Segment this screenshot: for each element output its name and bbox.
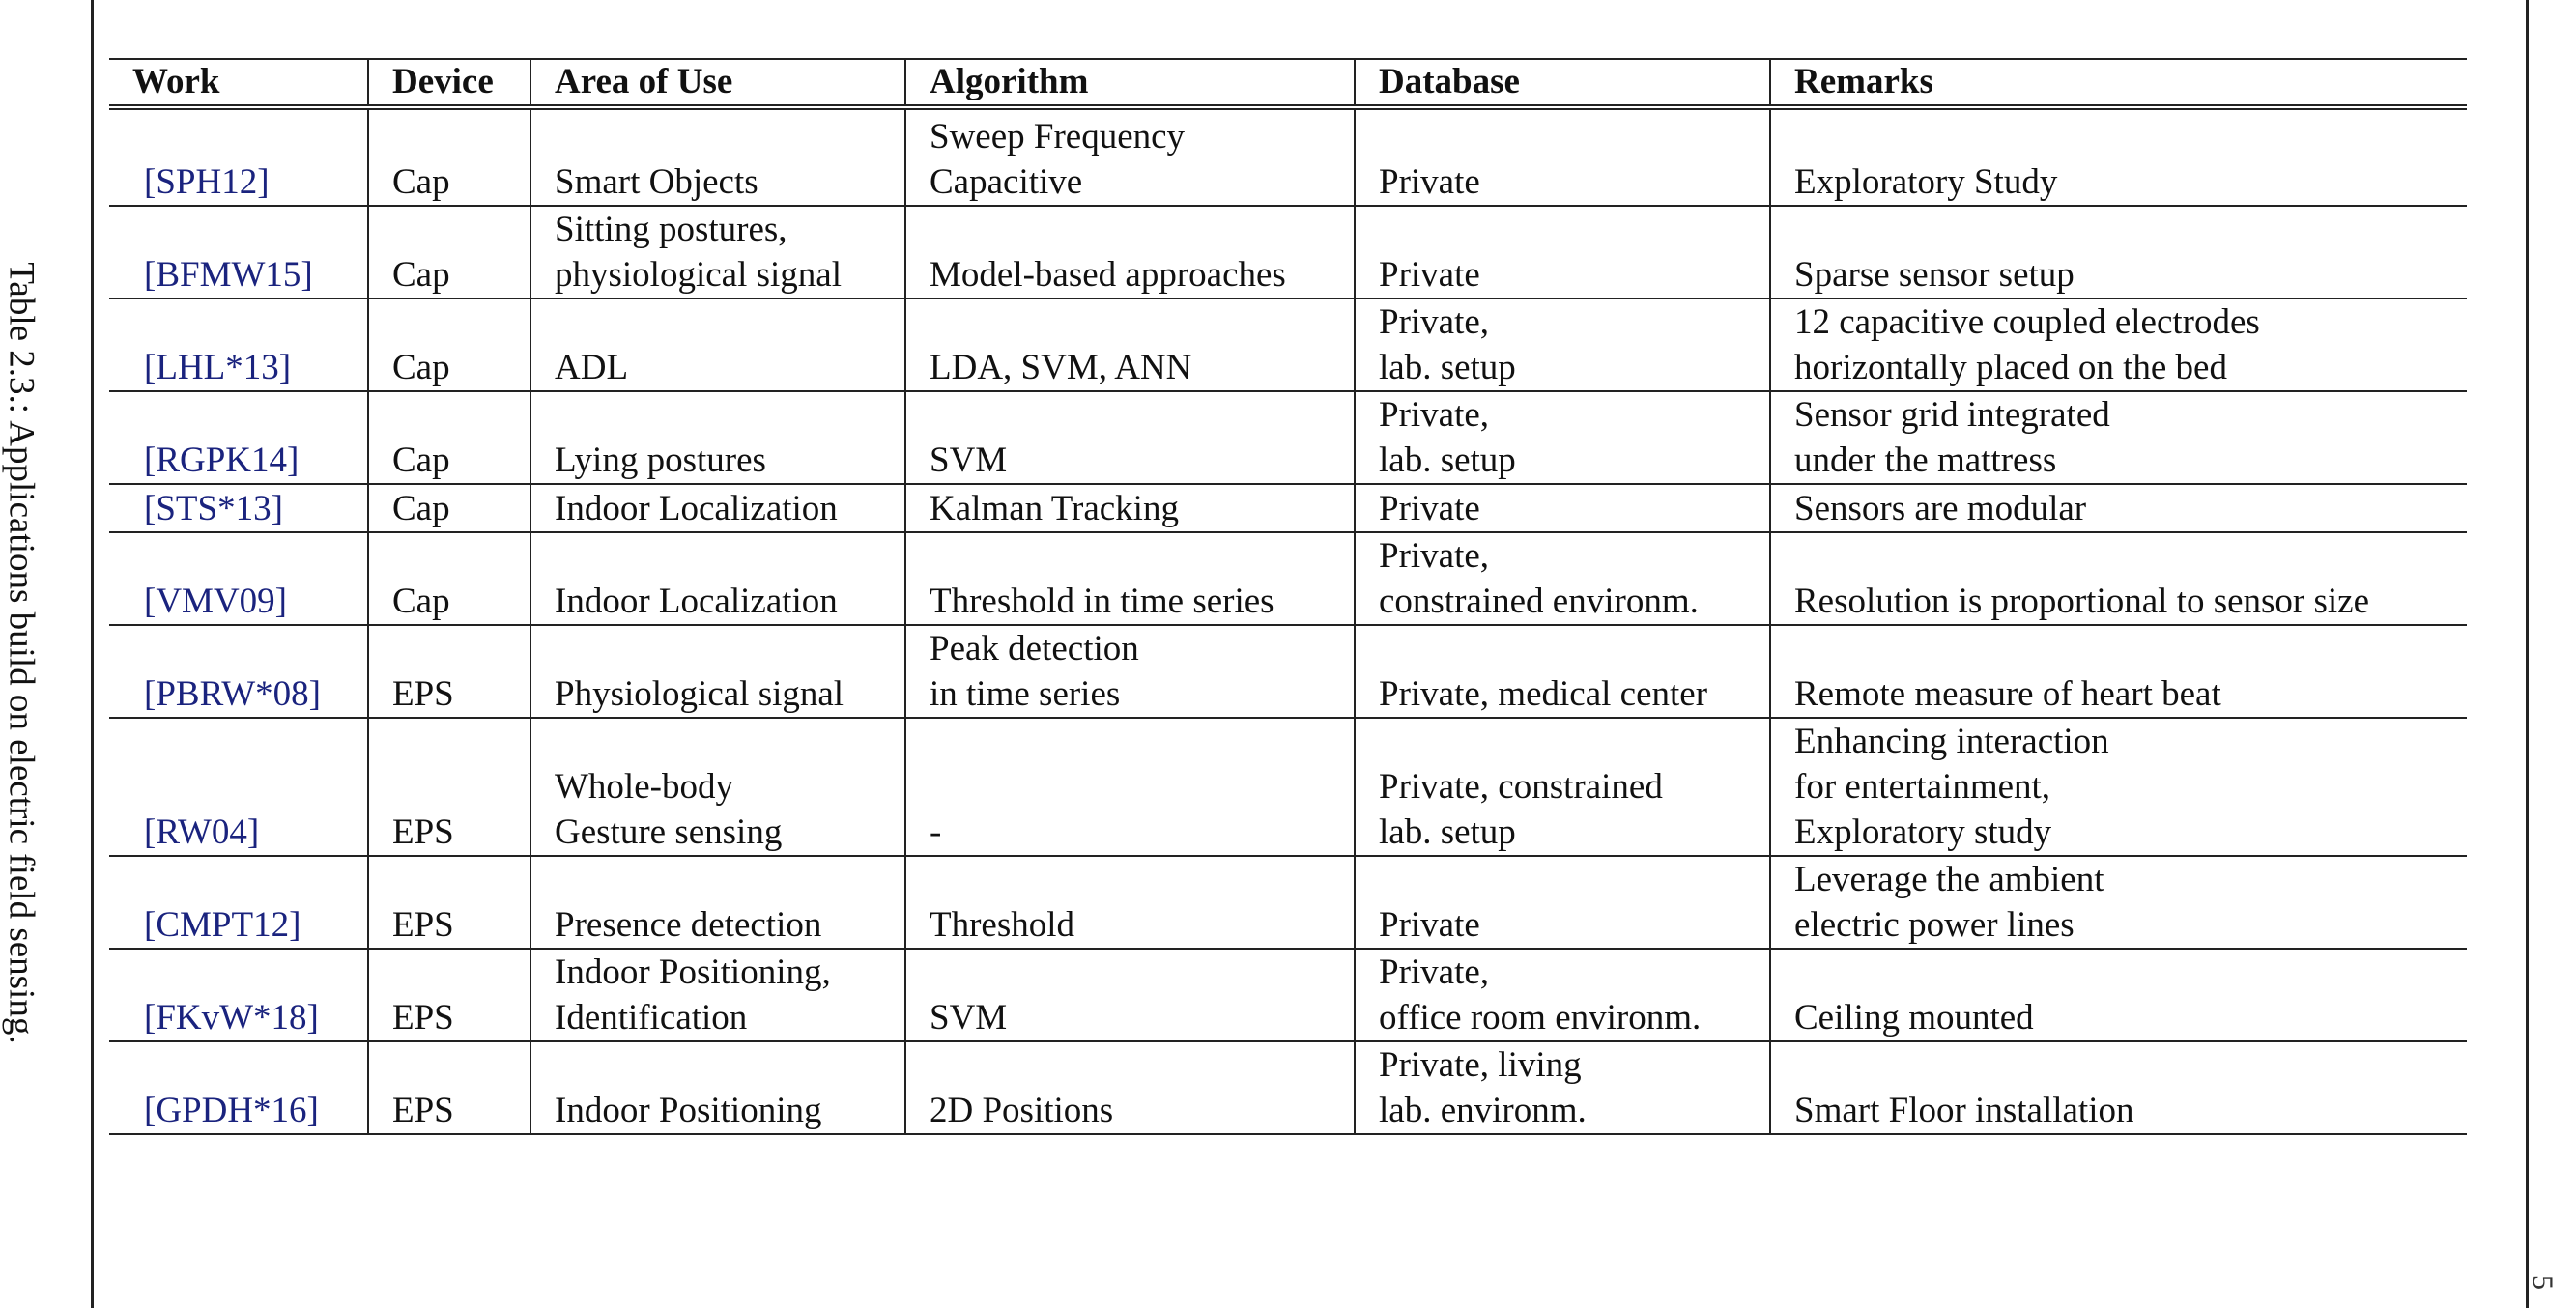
cell-line: Ceiling mounted: [1794, 998, 2034, 1038]
cell-line: lab. setup: [1379, 812, 1516, 852]
cell-remarks: [1770, 856, 2467, 949]
cell-database: [1355, 625, 1770, 718]
cell-database: [1355, 532, 1770, 625]
cell-remarks: [1770, 206, 2467, 299]
spacer-cell: [1355, 107, 1770, 114]
citation-link[interactable]: [CMPT12]: [144, 905, 301, 945]
cell-line: Private: [1379, 905, 1480, 945]
citation-link[interactable]: [LHL*13]: [144, 348, 292, 387]
table-row: [109, 718, 2467, 856]
table-row: [109, 625, 2467, 718]
cell-algorithm: [905, 625, 1355, 718]
cell-work: [109, 114, 368, 206]
cell-line: physiological signal: [555, 255, 842, 295]
table-header: [109, 59, 2467, 107]
table-body: [109, 107, 2467, 1134]
citation-link[interactable]: [RW04]: [144, 812, 260, 852]
cell-line: constrained environm.: [1379, 582, 1699, 621]
cell-line: Private: [1379, 255, 1480, 295]
cell-line: ADL: [555, 348, 629, 387]
cell-algorithm: [905, 532, 1355, 625]
cell-database: [1355, 718, 1770, 856]
cell-line: lab. environm.: [1379, 1091, 1587, 1130]
cell-device: Cap: [368, 206, 530, 299]
header-remarks: Remarks: [1770, 59, 2467, 107]
cell-area: [530, 484, 905, 532]
cell-line: Remote measure of heart beat: [1794, 674, 2221, 714]
cell-database: [1355, 484, 1770, 532]
cell-line: lab. setup: [1379, 441, 1516, 480]
cell-line: for entertainment,: [1794, 767, 2051, 807]
cell-area: [530, 718, 905, 856]
cell-line: Sitting postures,: [555, 210, 787, 249]
cell-line: Whole-body: [555, 767, 733, 807]
cell-line: Exploratory study: [1794, 812, 2052, 852]
cell-remarks: [1770, 484, 2467, 532]
cell-database: [1355, 114, 1770, 206]
cell-area: [530, 1041, 905, 1134]
cell-line: Physiological signal: [555, 674, 844, 714]
citation-link[interactable]: [GPDH*16]: [144, 1091, 319, 1130]
header-device: Device: [368, 59, 530, 107]
cell-algorithm: [905, 206, 1355, 299]
cell-line: Identification: [555, 998, 748, 1038]
cell-line: under the mattress: [1794, 441, 2057, 480]
cell-line: Threshold: [930, 905, 1075, 945]
cell-device: EPS: [368, 856, 530, 949]
cell-device: Cap: [368, 484, 530, 532]
cell-device: EPS: [368, 625, 530, 718]
cell-area: [530, 206, 905, 299]
cell-work: [109, 949, 368, 1041]
cell-remarks: [1770, 391, 2467, 484]
cell-algorithm: [905, 949, 1355, 1041]
cell-work: [109, 299, 368, 391]
citation-link[interactable]: [BFMW15]: [144, 255, 313, 295]
cell-line: Enhancing interaction: [1794, 722, 2109, 761]
cell-device: EPS: [368, 949, 530, 1041]
cell-device: Cap: [368, 532, 530, 625]
page-number: 5: [2527, 1275, 2559, 1290]
cell-work: [109, 1041, 368, 1134]
cell-line: SVM: [930, 441, 1008, 480]
table-row: [109, 206, 2467, 299]
header-algorithm: Algorithm: [905, 59, 1355, 107]
spacer-cell: [109, 107, 368, 114]
cell-line: Private, constrained: [1379, 767, 1663, 807]
spacer-cell: [368, 107, 530, 114]
table-row: [109, 391, 2467, 484]
table-container: [109, 58, 2467, 1135]
cell-line: SVM: [930, 998, 1008, 1038]
cell-area: [530, 625, 905, 718]
cell-area: [530, 949, 905, 1041]
cell-remarks: [1770, 532, 2467, 625]
cell-line: Indoor Positioning,: [555, 953, 831, 992]
cell-algorithm: [905, 1041, 1355, 1134]
cell-area: [530, 299, 905, 391]
cell-line: Kalman Tracking: [930, 489, 1179, 528]
cell-area: [530, 391, 905, 484]
cell-line: Private,: [1379, 536, 1490, 576]
cell-line: Private,: [1379, 395, 1490, 435]
cell-line: Model-based approaches: [930, 255, 1286, 295]
table-caption: Table 2.3.: Applications build on electric field sensing.: [1, 262, 42, 1044]
cell-line: Leverage the ambient: [1794, 860, 2104, 899]
table-row: [109, 114, 2467, 206]
cell-database: [1355, 1041, 1770, 1134]
cell-line: Threshold in time series: [930, 582, 1274, 621]
cell-remarks: [1770, 625, 2467, 718]
cell-area: [530, 114, 905, 206]
cell-line: horizontally placed on the bed: [1794, 348, 2227, 387]
citation-link[interactable]: [RGPK14]: [144, 441, 300, 480]
cell-line: Presence detection: [555, 905, 822, 945]
cell-algorithm: [905, 484, 1355, 532]
cell-device: EPS: [368, 1041, 530, 1134]
cell-line: 12 capacitive coupled electrodes: [1794, 302, 2260, 342]
table-row: [109, 532, 2467, 625]
table-row: [109, 949, 2467, 1041]
cell-line: Indoor Positioning: [555, 1091, 822, 1130]
cell-work: [109, 625, 368, 718]
cell-device: EPS: [368, 718, 530, 856]
cell-line: lab. setup: [1379, 348, 1516, 387]
cell-line: Smart Floor installation: [1794, 1091, 2134, 1130]
citation-link[interactable]: [SPH12]: [144, 162, 270, 202]
cell-device: Cap: [368, 114, 530, 206]
cell-device: Cap: [368, 299, 530, 391]
cell-line: Private: [1379, 162, 1480, 202]
cell-line: Smart Objects: [555, 162, 758, 202]
cell-database: [1355, 949, 1770, 1041]
cell-device: Cap: [368, 391, 530, 484]
spacer-cell: [1770, 107, 2467, 114]
cell-line: Capacitive: [930, 162, 1083, 202]
spacer-cell: [905, 107, 1355, 114]
header-work: Work: [109, 59, 368, 107]
cell-remarks: [1770, 949, 2467, 1041]
cell-line: Indoor Localization: [555, 582, 838, 621]
cell-line: Indoor Localization: [555, 489, 838, 528]
cell-remarks: [1770, 718, 2467, 856]
cell-algorithm: [905, 299, 1355, 391]
cell-remarks: [1770, 1041, 2467, 1134]
cell-line: Sweep Frequency: [930, 117, 1186, 156]
table-row: [109, 484, 2467, 532]
cell-line: Private,: [1379, 953, 1490, 992]
cell-line: Peak detection: [930, 629, 1139, 668]
cell-line: Resolution is proportional to sensor size: [1794, 582, 2370, 621]
cell-database: [1355, 206, 1770, 299]
cell-line: LDA, SVM, ANN: [930, 348, 1192, 387]
citation-link[interactable]: [STS*13]: [144, 489, 283, 528]
cell-line: Sensors are modular: [1794, 489, 2087, 528]
cell-work: [109, 484, 368, 532]
cell-line: Exploratory Study: [1794, 162, 2058, 202]
cell-database: [1355, 391, 1770, 484]
table-row: [109, 856, 2467, 949]
cell-work: [109, 391, 368, 484]
cell-line: 2D Positions: [930, 1091, 1114, 1130]
header-row: [109, 59, 2467, 107]
cell-work: [109, 856, 368, 949]
header-database: Database: [1355, 59, 1770, 107]
cell-remarks: [1770, 299, 2467, 391]
cell-line: Private, living: [1379, 1045, 1582, 1085]
cell-area: [530, 856, 905, 949]
cell-algorithm: [905, 391, 1355, 484]
cell-line: Private,: [1379, 302, 1490, 342]
cell-line: in time series: [930, 674, 1121, 714]
cell-algorithm: [905, 114, 1355, 206]
cell-work: [109, 206, 368, 299]
cell-algorithm: [905, 718, 1355, 856]
cell-line: Private, medical center: [1379, 674, 1708, 714]
table-row: [109, 1041, 2467, 1134]
citation-link[interactable]: [FKvW*18]: [144, 998, 319, 1038]
cell-area: [530, 532, 905, 625]
cell-remarks: [1770, 114, 2467, 206]
header-area-of-use: Area of Use: [530, 59, 905, 107]
citation-link[interactable]: [PBRW*08]: [144, 674, 321, 714]
cell-line: Gesture sensing: [555, 812, 783, 852]
cell-line: Private: [1379, 489, 1480, 528]
cell-line: Sparse sensor setup: [1794, 255, 2075, 295]
cell-database: [1355, 299, 1770, 391]
cell-line: electric power lines: [1794, 905, 2075, 945]
cell-work: [109, 718, 368, 856]
cell-line: office room environm.: [1379, 998, 1702, 1038]
cell-work: [109, 532, 368, 625]
page-frame-left: [91, 0, 94, 1308]
cell-line: Lying postures: [555, 441, 766, 480]
applications-table: [109, 58, 2467, 1135]
cell-algorithm: [905, 856, 1355, 949]
cell-line: Sensor grid integrated: [1794, 395, 2110, 435]
cell-database: [1355, 856, 1770, 949]
table-row: [109, 299, 2467, 391]
header-spacer: [109, 107, 2467, 114]
cell-line: -: [930, 812, 942, 852]
page-frame-right: [2526, 0, 2529, 1308]
citation-link[interactable]: [VMV09]: [144, 582, 287, 621]
spacer-cell: [530, 107, 905, 114]
